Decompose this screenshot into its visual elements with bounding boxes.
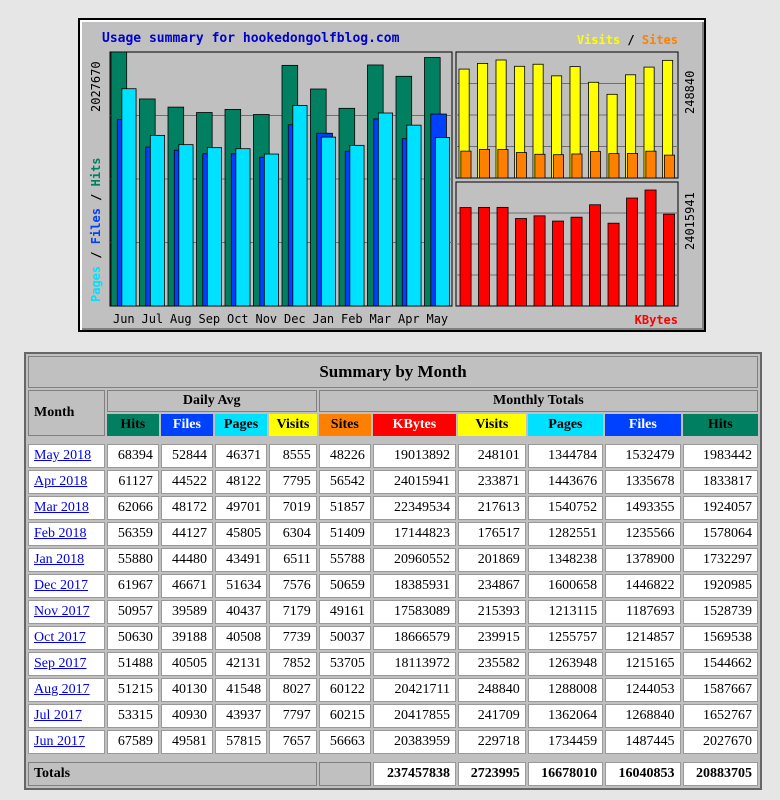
cell-sites: 51409 [319, 522, 371, 546]
month-link[interactable]: Jan 2018 [34, 552, 85, 567]
pages-bar [435, 138, 449, 306]
daily-files-header: Files [161, 414, 213, 436]
totals-row [28, 762, 758, 786]
cell-sites: 49161 [319, 600, 371, 624]
cell-visits: 176517 [458, 522, 526, 546]
cell-kbytes: 20421711 [373, 678, 456, 702]
table-row [28, 704, 758, 728]
cell-pages: 1540752 [528, 496, 603, 520]
cell-files: 1235566 [605, 522, 680, 546]
cell-hits: 1569538 [683, 626, 758, 650]
month-link[interactable]: Nov 2017 [34, 604, 90, 619]
cell-sites: 56663 [319, 730, 371, 754]
cell-d-visits: 7576 [269, 574, 317, 598]
table-row [28, 600, 758, 624]
cell-pages: 1263948 [528, 652, 603, 676]
cell-hits: 1983442 [683, 444, 758, 468]
cell-d-files: 46671 [161, 574, 213, 598]
pages-bar [122, 89, 136, 306]
cell-d-visits: 7797 [269, 704, 317, 728]
summary-table [24, 352, 762, 790]
kbytes-bar [664, 214, 675, 306]
cell-d-files: 44522 [161, 470, 213, 494]
cell-pages: 1344784 [528, 444, 603, 468]
kbytes-bar [590, 205, 601, 306]
cell-d-pages: 57815 [215, 730, 267, 754]
monthly-sites-header: Sites [319, 414, 371, 436]
cell-sites: 55788 [319, 548, 371, 572]
kbytes-bar [516, 219, 527, 306]
pages-bar [378, 113, 392, 306]
month-link[interactable]: May 2018 [34, 448, 92, 463]
cell-pages: 1213115 [528, 600, 603, 624]
cell-d-pages: 45805 [215, 522, 267, 546]
x-tick-label: Nov [255, 312, 278, 326]
kbytes-bar [497, 207, 508, 306]
cell-d-pages: 46371 [215, 444, 267, 468]
sites-bar [461, 151, 471, 178]
visits-sites-legend: Visits / Sites [576, 33, 678, 47]
monthly-kbytes-header: KBytes [373, 414, 456, 436]
cell-d-files: 49581 [161, 730, 213, 754]
cell-files: 1532479 [605, 444, 680, 468]
cell-d-hits: 55880 [107, 548, 159, 572]
sites-bar [572, 154, 582, 178]
cell-sites: 51857 [319, 496, 371, 520]
cell-d-hits: 67589 [107, 730, 159, 754]
cell-d-hits: 50630 [107, 626, 159, 650]
cell-hits: 2027670 [683, 730, 758, 754]
month-cell [28, 444, 105, 468]
cell-kbytes: 17144823 [373, 522, 456, 546]
cell-d-files: 39589 [161, 600, 213, 624]
cell-d-visits: 7852 [269, 652, 317, 676]
cell-sites: 48226 [319, 444, 371, 468]
cell-d-pages: 42131 [215, 652, 267, 676]
daily-pages-header: Pages [215, 414, 267, 436]
x-tick-label: May [426, 312, 449, 326]
totals-label: Totals [28, 762, 317, 786]
cell-visits: 201869 [458, 548, 526, 572]
month-link[interactable]: Apr 2018 [34, 474, 88, 489]
cell-d-pages: 40437 [215, 600, 267, 624]
month-header: Month [28, 390, 105, 436]
cell-d-files: 40130 [161, 678, 213, 702]
cell-d-visits: 8027 [269, 678, 317, 702]
cell-sites: 53705 [319, 652, 371, 676]
month-cell [28, 678, 105, 702]
x-tick-label: Feb [340, 312, 363, 326]
right-bottom-ymax-label: 24015941 [683, 192, 697, 250]
cell-visits: 239915 [458, 626, 526, 650]
cell-visits: 217613 [458, 496, 526, 520]
table-row [28, 678, 758, 702]
kbytes-bar [479, 207, 490, 306]
cell-d-pages: 41548 [215, 678, 267, 702]
month-link[interactable]: Jul 2017 [34, 708, 82, 723]
table-row [28, 496, 758, 520]
cell-pages: 1600658 [528, 574, 603, 598]
cell-sites: 60215 [319, 704, 371, 728]
cell-files: 1187693 [605, 600, 680, 624]
cell-sites: 50659 [319, 574, 371, 598]
cell-files: 1244053 [605, 678, 680, 702]
cell-d-files: 39188 [161, 626, 213, 650]
cell-d-visits: 7179 [269, 600, 317, 624]
cell-d-visits: 6304 [269, 522, 317, 546]
kbytes-bar [608, 223, 619, 306]
x-tick-label: Sep [198, 312, 221, 326]
month-link[interactable]: Mar 2018 [34, 500, 89, 515]
cell-d-pages: 43491 [215, 548, 267, 572]
month-cell [28, 600, 105, 624]
table-title: Summary by Month [28, 356, 758, 388]
sites-bar [590, 152, 600, 178]
x-tick-label: Dec [283, 312, 306, 326]
kbytes-bar [553, 221, 564, 306]
x-tick-label: Mar [369, 312, 392, 326]
total-pages: 16678010 [528, 762, 603, 786]
monthly-totals-header: Monthly Totals [319, 390, 758, 412]
month-cell [28, 652, 105, 676]
total-kbytes: 237457838 [373, 762, 456, 786]
daily-avg-header: Daily Avg [107, 390, 317, 412]
cell-pages: 1362064 [528, 704, 603, 728]
cell-d-hits: 68394 [107, 444, 159, 468]
table-row [28, 522, 758, 546]
month-link[interactable]: Oct 2017 [34, 630, 86, 645]
cell-kbytes: 22349534 [373, 496, 456, 520]
pages-bar [207, 148, 221, 306]
cell-d-files: 40930 [161, 704, 213, 728]
sites-bar [609, 154, 619, 178]
cell-visits: 229718 [458, 730, 526, 754]
totals-sites-empty [319, 762, 371, 786]
cell-files: 1215165 [605, 652, 680, 676]
month-link[interactable]: Aug 2017 [34, 682, 90, 697]
cell-kbytes: 20960552 [373, 548, 456, 572]
total-visits: 2723995 [458, 762, 526, 786]
cell-pages: 1734459 [528, 730, 603, 754]
cell-d-pages: 43937 [215, 704, 267, 728]
usage-chart [78, 18, 706, 332]
cell-visits: 234867 [458, 574, 526, 598]
cell-visits: 233871 [458, 470, 526, 494]
cell-d-files: 52844 [161, 444, 213, 468]
cell-pages: 1282551 [528, 522, 603, 546]
cell-visits: 248101 [458, 444, 526, 468]
month-link[interactable]: Feb 2018 [34, 526, 87, 541]
cell-d-visits: 7739 [269, 626, 317, 650]
cell-kbytes: 18666579 [373, 626, 456, 650]
month-cell [28, 470, 105, 494]
cell-files: 1493355 [605, 496, 680, 520]
pages-bar [350, 145, 364, 306]
cell-d-visits: 8555 [269, 444, 317, 468]
cell-kbytes: 19013892 [373, 444, 456, 468]
sites-bar [646, 151, 656, 178]
column-header-row [28, 414, 758, 436]
daily-visits-header: Visits [269, 414, 317, 436]
x-tick-label: Aug [169, 312, 192, 326]
table-row [28, 652, 758, 676]
table-row [28, 574, 758, 598]
pages-bar [321, 137, 335, 306]
pages-bar [150, 135, 164, 306]
cell-d-pages: 49701 [215, 496, 267, 520]
cell-kbytes: 20383959 [373, 730, 456, 754]
cell-files: 1214857 [605, 626, 680, 650]
kbytes-bar [571, 217, 582, 306]
cell-d-hits: 53315 [107, 704, 159, 728]
cell-kbytes: 18385931 [373, 574, 456, 598]
cell-d-files: 44480 [161, 548, 213, 572]
sites-bar [516, 153, 526, 178]
cell-d-hits: 50957 [107, 600, 159, 624]
table-row [28, 730, 758, 754]
left-ymax-label: 2027670 [89, 61, 103, 112]
total-files: 16040853 [605, 762, 680, 786]
cell-pages: 1348238 [528, 548, 603, 572]
table-row [28, 470, 758, 494]
chart-title: Usage summary for hookedongolfblog.com [102, 31, 400, 46]
cell-hits: 1833817 [683, 470, 758, 494]
cell-pages: 1288008 [528, 678, 603, 702]
month-cell [28, 574, 105, 598]
cell-sites: 60122 [319, 678, 371, 702]
cell-visits: 248840 [458, 678, 526, 702]
x-tick-label: Apr [397, 312, 420, 326]
x-tick-label: Oct [226, 312, 249, 326]
cell-kbytes: 17583089 [373, 600, 456, 624]
month-cell [28, 496, 105, 520]
pages-bar [264, 154, 278, 306]
cell-visits: 215393 [458, 600, 526, 624]
month-cell [28, 730, 105, 754]
x-tick-label: Jan [312, 312, 335, 326]
cell-hits: 1924057 [683, 496, 758, 520]
kbytes-bar [645, 190, 656, 306]
x-tick-label: Jun [112, 312, 135, 326]
sites-bar [498, 149, 508, 178]
cell-files: 1446822 [605, 574, 680, 598]
cell-hits: 1732297 [683, 548, 758, 572]
cell-kbytes: 20417855 [373, 704, 456, 728]
month-cell [28, 704, 105, 728]
pages-bar [236, 149, 250, 306]
cell-hits: 1652767 [683, 704, 758, 728]
cell-d-visits: 6511 [269, 548, 317, 572]
usage-chart-svg [80, 20, 704, 330]
monthly-visits-header: Visits [458, 414, 526, 436]
pages-bar [293, 105, 307, 306]
cell-d-pages: 40508 [215, 626, 267, 650]
table-row [28, 548, 758, 572]
month-link[interactable]: Sep 2017 [34, 656, 87, 671]
cell-files: 1378900 [605, 548, 680, 572]
cell-d-visits: 7657 [269, 730, 317, 754]
pages-bar [179, 145, 193, 306]
cell-kbytes: 18113972 [373, 652, 456, 676]
kbytes-bar [534, 216, 545, 306]
monthly-hits-header: Hits [683, 414, 758, 436]
cell-d-hits: 56359 [107, 522, 159, 546]
cell-hits: 1528739 [683, 600, 758, 624]
table-row [28, 626, 758, 650]
sites-bar [553, 155, 563, 178]
table-row [28, 444, 758, 468]
cell-d-files: 44127 [161, 522, 213, 546]
sites-bar [535, 154, 545, 178]
month-link[interactable]: Jun 2017 [34, 734, 85, 749]
cell-sites: 50037 [319, 626, 371, 650]
cell-files: 1335678 [605, 470, 680, 494]
cell-hits: 1587667 [683, 678, 758, 702]
cell-d-hits: 62066 [107, 496, 159, 520]
sites-bar [664, 155, 674, 178]
sites-bar [627, 153, 637, 178]
x-tick-label: Jul [141, 312, 164, 326]
cell-hits: 1544662 [683, 652, 758, 676]
cell-d-hits: 61127 [107, 470, 159, 494]
month-cell [28, 548, 105, 572]
month-cell [28, 626, 105, 650]
cell-kbytes: 24015941 [373, 470, 456, 494]
cell-visits: 241709 [458, 704, 526, 728]
cell-d-hits: 51488 [107, 652, 159, 676]
cell-visits: 235582 [458, 652, 526, 676]
cell-d-files: 40505 [161, 652, 213, 676]
cell-d-hits: 61967 [107, 574, 159, 598]
kbytes-legend: KBytes [634, 313, 678, 327]
cell-d-pages: 51634 [215, 574, 267, 598]
cell-d-pages: 48122 [215, 470, 267, 494]
monthly-files-header: Files [605, 414, 680, 436]
cell-pages: 1255757 [528, 626, 603, 650]
cell-d-files: 48172 [161, 496, 213, 520]
cell-files: 1487445 [605, 730, 680, 754]
sites-bar [479, 149, 489, 178]
monthly-pages-header: Pages [528, 414, 603, 436]
cell-d-hits: 51215 [107, 678, 159, 702]
month-link[interactable]: Dec 2017 [34, 578, 89, 593]
right-top-ymax-label: 248840 [683, 70, 697, 114]
pages-bar [407, 125, 421, 306]
month-cell [28, 522, 105, 546]
cell-hits: 1578064 [683, 522, 758, 546]
cell-hits: 1920985 [683, 574, 758, 598]
cell-d-visits: 7019 [269, 496, 317, 520]
daily-hits-header: Hits [107, 414, 159, 436]
cell-files: 1268840 [605, 704, 680, 728]
cell-sites: 56542 [319, 470, 371, 494]
kbytes-bar [460, 208, 471, 306]
cell-pages: 1443676 [528, 470, 603, 494]
total-hits: 20883705 [683, 762, 758, 786]
kbytes-bar [627, 198, 638, 306]
left-axis-label: Pages / Files / Hits [89, 157, 103, 302]
cell-d-visits: 7795 [269, 470, 317, 494]
